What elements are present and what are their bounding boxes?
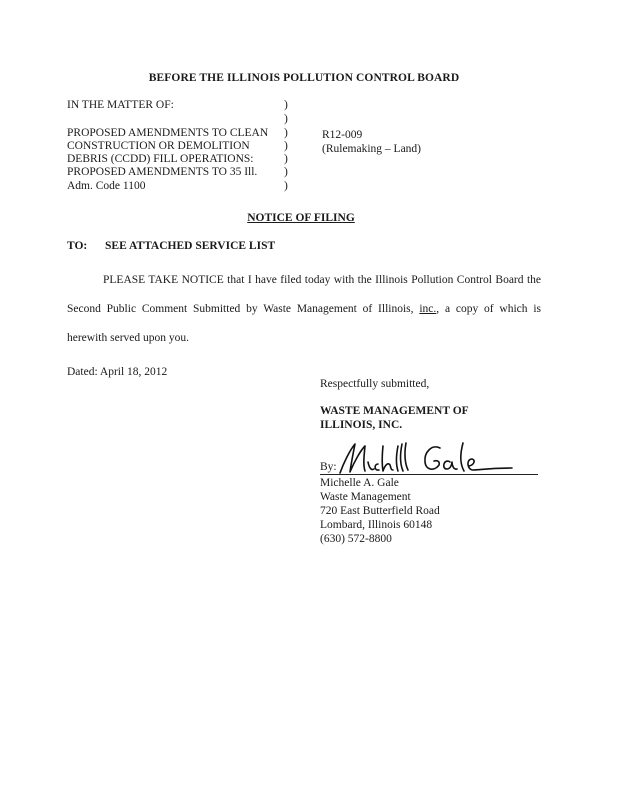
company-name: ILLINOIS, INC. xyxy=(320,419,403,431)
respectfully-submitted: Respectfully submitted, xyxy=(320,378,430,390)
signer-name: Michelle A. Gale xyxy=(320,477,399,489)
by-label: By: xyxy=(320,461,337,473)
caption-line: PROPOSED AMENDMENTS TO 35 Ill. xyxy=(67,166,258,178)
caption-line: DEBRIS (CCDD) FILL OPERATIONS: xyxy=(67,153,254,165)
to-line xyxy=(67,240,275,252)
caption-matter-of: IN THE MATTER OF: xyxy=(67,99,174,111)
caption-paren: ) xyxy=(284,166,288,178)
caption-paren: ) xyxy=(284,113,288,125)
rulemaking-type: (Rulemaking – Land) xyxy=(322,143,422,155)
page-title: BEFORE THE ILLINOIS POLLUTION CONTROL BOARD xyxy=(148,72,460,84)
company-name: WASTE MANAGEMENT OF xyxy=(320,405,469,417)
notice-body-underlined: inc. xyxy=(419,303,437,315)
caption-paren: ) xyxy=(284,153,288,165)
notice-body-text: , a copy of which is herewith served upon you. xyxy=(67,303,541,344)
caption-line: Adm. Code 1100 xyxy=(67,180,146,192)
docket-number: R12-009 xyxy=(322,129,363,141)
caption-paren: ) xyxy=(284,140,288,152)
caption-paren: ) xyxy=(284,127,288,139)
handwritten-signature xyxy=(338,440,514,480)
caption-paren: ) xyxy=(284,99,288,111)
signer-city: Lombard, Illinois 60148 xyxy=(320,519,433,531)
caption-line: PROPOSED AMENDMENTS TO CLEAN xyxy=(67,127,269,139)
notice-body xyxy=(67,266,541,353)
to-label: TO: xyxy=(67,240,88,252)
signer-street: 720 East Butterfield Road xyxy=(320,505,440,517)
to-value: SEE ATTACHED SERVICE LIST xyxy=(105,240,276,252)
notice-heading: NOTICE OF FILING xyxy=(247,212,355,224)
dated-line: Dated: April 18, 2012 xyxy=(67,366,168,378)
notice-body-text: PLEASE TAKE NOTICE that I have filed today with the Illinois Pollution Control Board the Second Public Comment Submitted by Waste Management of Illinois, xyxy=(67,274,541,315)
signer-org: Waste Management xyxy=(320,491,411,503)
caption-line: CONSTRUCTION OR DEMOLITION xyxy=(67,140,250,152)
caption-paren: ) xyxy=(284,180,288,192)
signer-phone: (630) 572-8800 xyxy=(320,533,392,545)
